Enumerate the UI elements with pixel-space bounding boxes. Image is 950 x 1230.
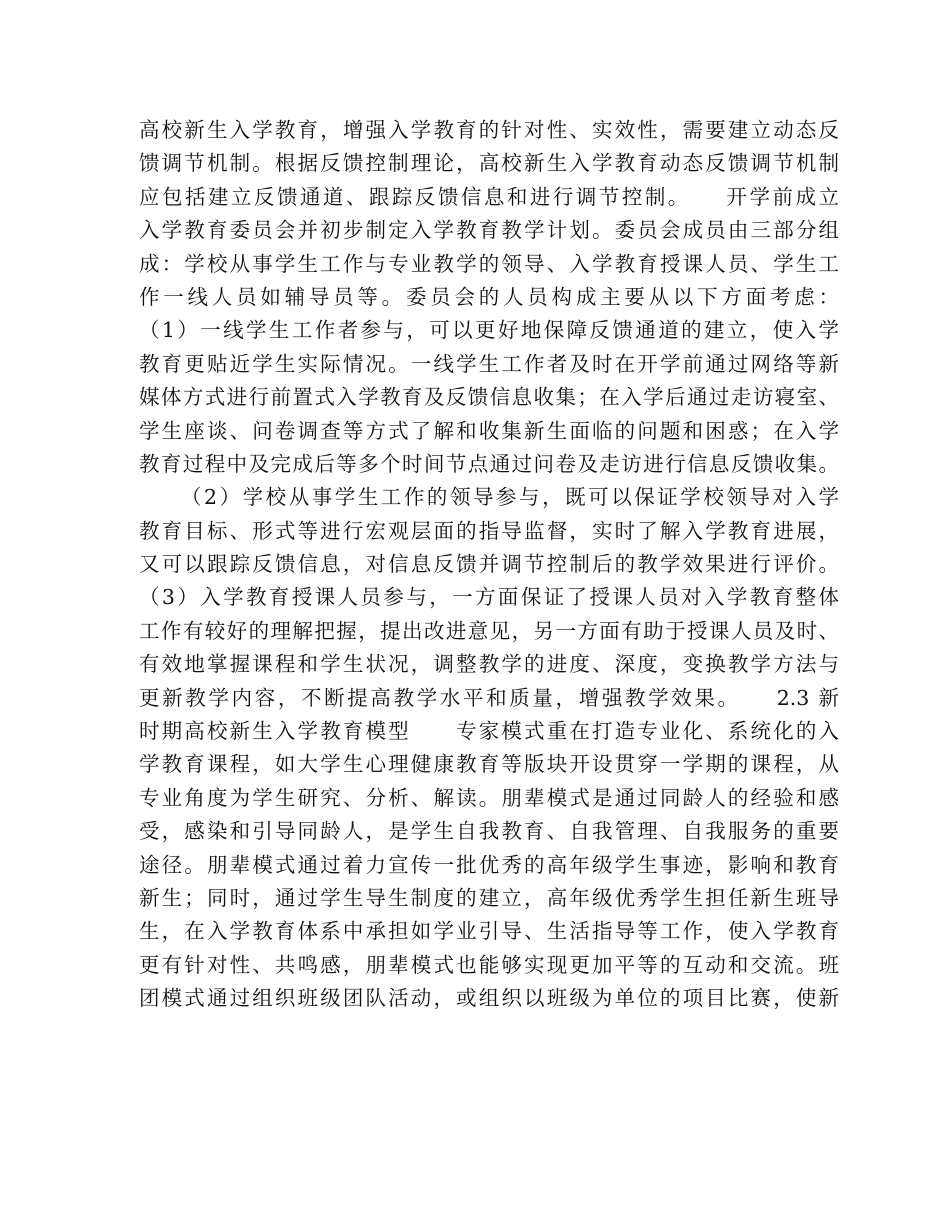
text-line: 成：学校从事学生工作与专业教学的领导、入学教育授课人员、学生工 [139, 251, 839, 276]
text-line: 时期高校新生入学教育模型 专家模式重在打造专业化、系统化的入 [139, 719, 839, 744]
text-line: 生，在入学教育体系中承担如学业引导、生活指导等工作，使入学教育 [139, 919, 839, 944]
text-line: 教育更贴近学生实际情况。一线学生工作者及时在开学前通过网络等新 [139, 351, 839, 376]
text-line: 又可以跟踪反馈信息，对信息反馈并调节控制后的教学效果进行评价。 [139, 552, 839, 577]
text-line: 途径。朋辈模式通过着力宣传一批优秀的高年级学生事迹，影响和教育 [139, 852, 839, 877]
text-line: （3）入学教育授课人员参与，一方面保证了授课人员对入学教育整体 [139, 585, 839, 610]
text-line: 高校新生入学教育，增强入学教育的针对性、实效性，需要建立动态反 [139, 118, 839, 142]
text-line: 受，感染和引导同龄人，是学生自我教育、自我管理、自我服务的重要 [139, 819, 839, 844]
body-text [139, 114, 839, 1016]
text-line: （2）学校从事学生工作的领导参与，既可以保证学校领导对入学 [181, 485, 839, 510]
text-line: 有效地掌握课程和学生状况，调整教学的进度、深度，变换教学方法与 [139, 652, 839, 677]
text-line: 学生座谈、问卷调查等方式了解和收集新生面临的问题和困惑；在入学 [139, 418, 839, 443]
text-line: 教育目标、形式等进行宏观层面的指导监督，实时了解入学教育进展， [139, 518, 839, 543]
text-line: 媒体方式进行前置式入学教育及反馈信息收集；在入学后通过走访寝室、 [139, 385, 839, 410]
text-line: 学教育课程，如大学生心理健康教育等版块开设贯穿一学期的课程，从 [139, 752, 839, 777]
text-line: 更新教学内容，不断提高教学水平和质量，增强教学效果。 2.3 新 [139, 685, 839, 710]
text-line: 专业角度为学生研究、分析、解读。朋辈模式是通过同龄人的经验和感 [139, 785, 839, 810]
text-line: 新生；同时，通过学生导生制度的建立，高年级优秀学生担任新生班导 [139, 885, 839, 910]
text-line: 更有针对性、共鸣感，朋辈模式也能够实现更加平等的互动和交流。班 [139, 952, 839, 977]
text-line: 教育过程中及完成后等多个时间节点通过问卷及走访进行信息反馈收集。 [139, 451, 839, 476]
text-line: 工作有较好的理解把握，提出改进意见，另一方面有助于授课人员及时、 [139, 618, 839, 643]
text-line: （1）一线学生工作者参与，可以更好地保障反馈通道的建立，使入学 [139, 318, 839, 343]
text-line: 馈调节机制。根据反馈控制理论，高校新生入学教育动态反馈调节机制 [139, 151, 839, 176]
text-line: 入学教育委员会并初步制定入学教育教学计划。委员会成员由三部分组 [139, 218, 839, 243]
text-line: 作一线人员如辅导员等。委员会的人员构成主要从以下方面考虑： [139, 284, 839, 309]
text-line: 团模式通过组织班级团队活动，或组织以班级为单位的项目比赛，使新 [139, 986, 839, 1011]
text-line: 应包括建立反馈通道、跟踪反馈信息和进行调节控制。 开学前成立 [139, 184, 839, 209]
